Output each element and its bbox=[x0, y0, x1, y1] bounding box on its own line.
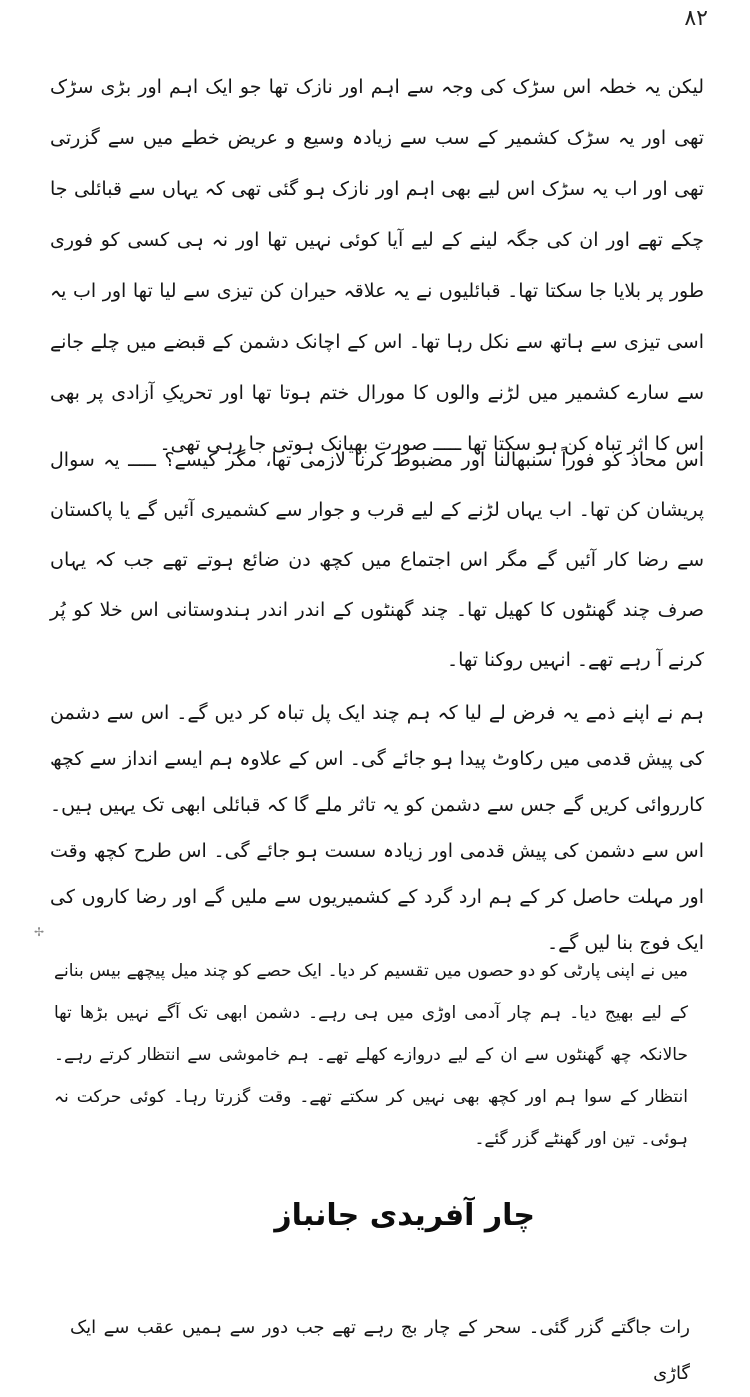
paragraph-5: رات جاگتے گزر گئی۔ سحر کے چار بج رہے تھے جب دور سے ہمیں عقب سے ایک گاڑی bbox=[70, 1317, 690, 1384]
page-number: ۸۲ bbox=[684, 6, 708, 31]
paragraph-4: میں نے اپنی پارٹی کو دو حصوں میں تقسیم کر دیا۔ ایک حصے کو چند میل پیچھے بیس بنانے کے لیے بھیج دیا۔ ہم چار آدمی اوڑی میں ہی رہے۔ دشمن ابھی تک آگے نہیں بڑھا تھا حالانکہ چھ گھنٹوں سے ان کے لیے دروازے کھلے تھے۔ ہم خاموشی سے انتظار کرتے رہے۔ انتظار کے سوا ہم اور کچھ بھی نہیں کر سکتے تھے۔ وقت گزرتا رہا۔ کوئی حرکت نہ ہوئی۔ تین اور گھنٹے گزر گئے۔ bbox=[54, 961, 688, 1149]
scan-speck: ✢ bbox=[34, 925, 45, 939]
paragraph-2: اس محاذ کو فوراً سنبھالنا اور مضبوط کرنا لازمی تھا، مگر کیسے؟ ـــــ یہ سوال پریشان کن تھا۔ اب یہاں لڑنے کے لیے قرب و جوار سے کشمیری آئیں گے یا پاکستان سے رضا کار آئیں گے مگر اس اجتماع میں کچھ دن ضائع ہوتے تھے جب کہ یہاں صرف چند گھنٹوں کا کھیل تھا۔ چند گھنٹوں کے اندر اندر ہندوستانی اس خلا کو پُر کرنے آ رہے تھے۔ انہیں روکنا تھا۔ bbox=[50, 449, 704, 671]
paragraph-1: لیکن یہ خطہ اس سڑک کی وجہ سے اہم اور نازک تھا جو ایک اہم اور بڑی سڑک تھی اور یہ سڑک کشمیر کے سب سے زیادہ وسیع و عریض خطے میں سے گزرتی تھی اور اب یہ سڑک اس لیے بھی اہم اور نازک ہو گئی تھی کہ یہاں سے قبائلی جا چکے تھے اور ان کی جگہ لینے کے لیے آیا کوئی نہیں تھا اور نہ ہی کسی کو فوری طور پر بلایا جا سکتا تھا۔ قبائلیوں نے یہ علاقہ حیران کن تیزی سے لیا تھا اور اب یہ اسی تیزی سے ہاتھ سے نکل رہا تھا۔ اس کے اچانک دشمن کے قبضے میں چلے جانے سے سارے کشمیر میں لڑنے والوں کا مورال ختم ہوتا تھا اور تحریکِ آزادی پر بھی اس کا اثر تباہ کن ہو سکتا تھا ـــــ صورت بھیانک ہوتی جا رہی تھی۔ bbox=[50, 76, 704, 455]
section-heading: چار آفریدی جانباز bbox=[274, 1198, 535, 1233]
paragraph-3: ہم نے اپنے ذمے یہ فرض لے لیا کہ ہم چند ایک پل تباہ کر دیں گے۔ اس سے دشمن کی پیش قدمی میں رکاوٹ پیدا ہو جائے گی۔ اس کے علاوہ ہم ایسے انداز سے کچھ کارروائی کریں گے جس سے دشمن کو یہ تاثر ملے گا کہ قبائلی ابھی تک یہیں ہیں۔ اس سے دشمن کی پیش قدمی اور زیادہ سست ہو جائے گی۔ اس طرح کچھ وقت اور مہلت حاصل کر کے ہم ارد گرد کے کشمیریوں سے ملیں گے اور رضا کاروں کی ایک فوج بنا لیں گے۔ bbox=[50, 702, 704, 954]
